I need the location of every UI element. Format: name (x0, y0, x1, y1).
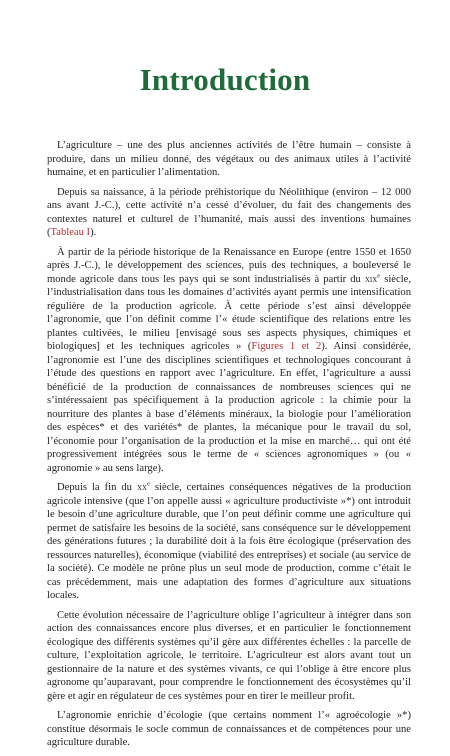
text-segment: e (377, 271, 381, 279)
paragraph-1 (47, 139, 411, 180)
text-segment: siècle, certaines conséquences négatives de la production agricole intensive (que l’on appelle aussi « agriculture productiviste »*) ont introduit le besoin d’une agriculture durable, que l’on peut définir comme une agriculture qui permet de satisfaire les besoins de la société, sans conséquence sur le développement des générations futures ; la durabilité doit à la fois être écologique (préservation des ressources naturelles), économique (viabilité des entreprises) et sociale (au service de la société). Ce modèle ne prône plus un seul mode de production, comme c’était le cas précédemment, mais une adaptation des formes d’agriculture aux situations locales. (47, 482, 411, 601)
page-title: Introduction (139, 62, 311, 97)
text-segment: Depuis sa naissance, à la période préhistorique du Néolithique (environ – 12 000 ans avant J.-C.), cette activité n’a cessé d’évoluer, du fait des changements des contextes naturel et culturel de l’humanité, mais aussi des inventions humaines ( (47, 186, 411, 238)
text-segment: xx (136, 482, 148, 493)
text-segment: ). Ainsi considérée, l’agronomie est l’une des disciplines scientifiques et technologiques concourant à l’étude des questions en rapport avec l’agriculture. En effet, l’agriculture a aussi bénéficié de la production de connaissances de nombreuses sciences qui ne s’intéressaient pas spécifiquement à la production agricole : la chimie pour la nourriture des plantes à base d’éléments minéraux, la biologie pour l’amélioration des espèces* et des variétés* de plantes, la mécanique pour le travail du sol, l’économie pour l’organisation de la production et la mise en marché… qui ont été progressivement intégrées sous le terme de « sciences agronomiques » (ou « agronomie » au sens large). (47, 341, 411, 474)
text-segment: Cette évolution nécessaire de l’agriculture oblige l’agriculteur à intégrer dans son action des connaissances encore plus diverses, et en particulier le fonctionnement écologique des différents systèmes qu’il gère aux différentes échelles : la parcelle de culture, l’exploitation agricole, le territoire. L’agriculteur est alors avant tout un gestionnaire de la nature et des systèmes vivants, ce qui l’oblige à être encore plus agronome qu’auparavant, pour comprendre le fonctionnement des écosystèmes qu’il gère et agir en régulateur de ces systèmes pour en tirer le meilleur profit. (47, 609, 411, 702)
paragraph-5 (47, 609, 411, 704)
paragraph-3 (47, 246, 411, 476)
text-segment: siècle, l’industrialisation dans tous les domaines d’activités ayant permis une intensification régulière de la production agricole. À cette période s’est ainsi développée l’agronomie, que l’on définit comme l’« étude scientifique des relations entre les plantes cultivées, le milieu [envisagé sous ses aspects physiques, chimiques et biologiques] et les techniques agricoles » ( (47, 273, 411, 352)
paragraph-2 (47, 186, 411, 240)
text-segment: L’agronomie enrichie d’écologie (que certains nomment l’« agroécologie »*) constitue désormais le socle commun de connaissances et de compétences pour une agriculture durable. (47, 710, 411, 748)
paragraph-4 (47, 481, 411, 603)
cross-reference: Tableau I (50, 227, 91, 238)
body-text (47, 139, 411, 756)
text-segment: À partir de la période historique de la Renaissance en Europe (entre 1550 et 1650 après J.-C.), le développement des sciences, puis des techniques, a bouleversé le monde agricole dans tous les pays qui se sont industrialisés à partir du (47, 246, 411, 285)
paragraph-6 (47, 709, 411, 750)
text-segment: e (147, 480, 150, 488)
text-segment: Depuis la fin du (57, 482, 137, 493)
text-segment: L’agriculture – une des plus anciennes activités de l’être humain – consiste à produire, dans un milieu donné, des végétaux ou des animaux utiles à l’activité humaine, et en particulier l’alimentation. (47, 140, 411, 178)
cross-reference: Figures 1 et 2 (251, 341, 322, 352)
text-segment: ). (90, 227, 97, 238)
text-segment: xix (364, 273, 378, 285)
